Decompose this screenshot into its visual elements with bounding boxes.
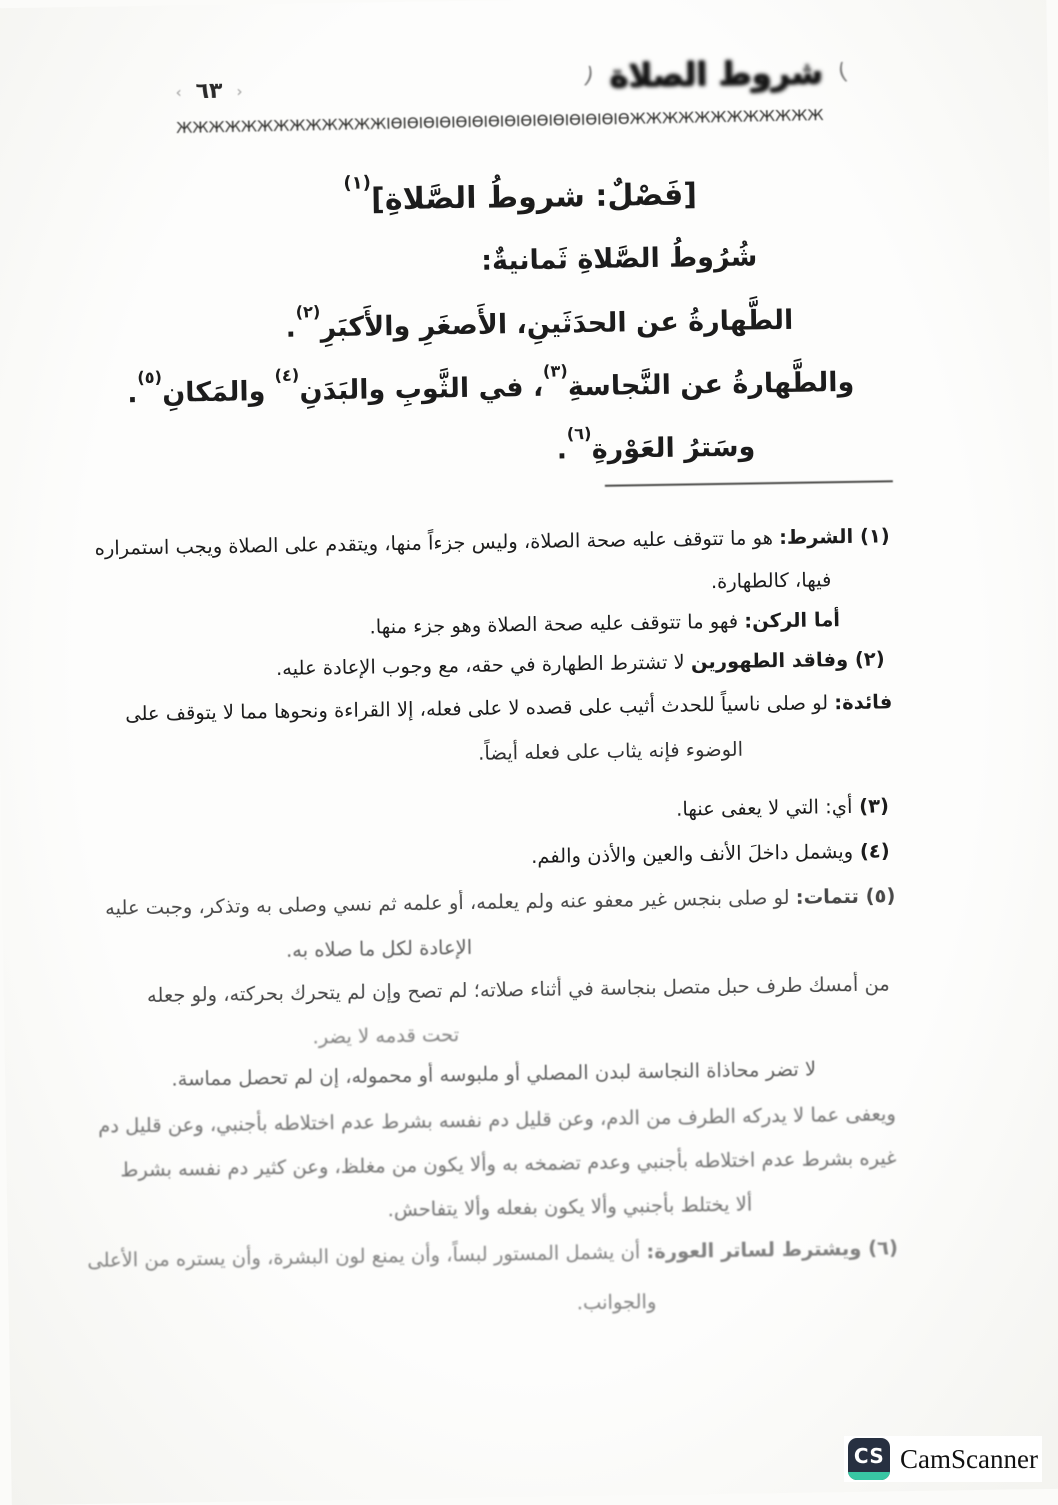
text-segment: والجوانب. — [576, 1290, 657, 1315]
text-segment: غيره بشرط عدم اختلاطه بأجنبي وعدم تضمخه به وألا يكون من مغلظ، وعن كثير دم نفسه بشرط — [120, 1146, 897, 1182]
text-segment: (٦) ويشترط لساتر العورة: — [646, 1236, 899, 1264]
text-segment: لا تضر محاذاة النجاسة لبدن المصلي أو ملبوسه أو محموله، إن لم تحصل مماسة. — [171, 1057, 817, 1091]
text-segment: (١) — [852, 524, 890, 548]
text-segment: ، في الثَّوبِ والبَدَنِ — [299, 371, 544, 407]
footnote-line — [276, 647, 885, 680]
matn-line — [127, 361, 855, 410]
text-segment: لا تشترط الطهارة في حقه، مع وجوب الإعادة عليه. — [275, 650, 692, 680]
footnote-line — [125, 690, 892, 725]
text-segment: تحت قدمه لا يضر. — [312, 1023, 460, 1049]
section-title — [156, 174, 884, 220]
text-segment: الوضوء فإنه يثاب على فعله أيضاً. — [478, 737, 744, 765]
matn-line — [556, 424, 756, 466]
text-segment: أما الركن: — [744, 608, 841, 633]
text-segment: هو ما تتوقف عليه صحة الصلاة، وليس جزءاً منها، ويتقدم على الصلاة ويجب استمراره — [94, 526, 780, 560]
text-segment: (٥) تتمات: — [795, 884, 896, 909]
footnote-line — [94, 524, 889, 559]
text-segment: ألا يختلط بأجنبي وألا يكون بفعله وألا يتفاحش. — [387, 1192, 753, 1222]
camscanner-icon-strip — [848, 1472, 890, 1480]
text-segment: من أمسك طرف حبل متصل بنجاسة في أثناء صلاته؛ لم تصح وإن لم يتحرك بحركته، ولو جعله — [146, 972, 890, 1008]
ornamental-chain-border: ЖЖЖЖЖЖЖЖЖЖЖЖЖІѲІѲІѲІѲІѲІѲІѲІѲІѲІѲІѲІѲІѲІѲІѲЖЖЖЖЖЖЖЖЖЖЖЖ — [176, 106, 824, 138]
footnote-ref: (٢) — [295, 302, 321, 322]
text-segment: الطَّهارةُ عن الحدَثَينِ، الأَصغَرِ والأَكبَرِ — [320, 304, 794, 344]
text-segment: (٤) — [852, 839, 890, 863]
matn-line — [481, 241, 758, 276]
camscanner-icon — [848, 1438, 890, 1480]
page-number-ornament-right: › — [236, 81, 243, 101]
text-segment: أي: التي لا يعفى عنها. — [675, 794, 853, 821]
text-segment: وفاقد الطهورين — [690, 647, 849, 674]
footnote-ref: (٥) — [137, 367, 163, 388]
footnote-line — [105, 884, 896, 919]
page-number: ٦٣ — [195, 78, 223, 105]
text-segment: ويشمل داخلَ الأنف والعين والأذن والفم. — [530, 839, 854, 868]
text-segment: أن يشمل المستور لبساً، وأن يمنع لون البشرة، وأن يستره من الأعلى — [87, 1240, 647, 1272]
running-head-ornament-right: ) — [582, 62, 597, 90]
text-segment: الإعادة لكل ما صلاه به. — [285, 935, 473, 962]
text-segment: شُرُوطُ الصَّلاةِ ثَمانيةٌ: — [480, 241, 758, 277]
footnote-line — [98, 1102, 896, 1138]
running-head-title: شروط الصلاة — [609, 53, 824, 95]
text-segment: (٢) — [847, 647, 885, 671]
page-number-ornament-left: ‹ — [175, 82, 182, 101]
camscanner-icon-label: CS — [853, 1444, 885, 1468]
footnote-line — [478, 738, 743, 765]
footnote-line — [312, 1023, 459, 1048]
text-segment: لو صلى ناسياً للحدث أثيب على قصده لا على فعله، إلا القراءة ونحوها مما لا يتوقف على — [125, 691, 835, 726]
text-segment: فائدة: — [834, 690, 893, 715]
footnote-ref: (٦) — [566, 424, 592, 444]
text-segment: الشرط: — [778, 524, 854, 550]
footnote-line — [577, 1290, 657, 1314]
running-head-ornament-left: ( — [836, 58, 851, 86]
text-segment: . — [285, 312, 297, 344]
running-head-group — [582, 53, 851, 95]
footnote-separator-line — [605, 480, 893, 487]
matn-line — [285, 304, 793, 344]
footnote-line — [120, 1146, 897, 1181]
text-segment: فهو ما تتوقف عليه صحة الصلاة وهو جزء منها. — [369, 609, 745, 639]
text-segment: . — [127, 378, 138, 410]
page-header-number-group — [175, 78, 242, 104]
footnote-line — [147, 972, 890, 1007]
camscanner-label: CamScanner — [900, 1443, 1038, 1474]
text-segment: ويعفى عما لا يدركه الطرف من الدم، وعن قليل دم نفسه بشرط عدم اختلاطه بأجنبي، وعن قليل دم — [98, 1102, 896, 1138]
footnote-line — [87, 1236, 898, 1272]
text-segment: والطَّهارةُ عن النَّجاسةِ — [567, 366, 855, 403]
footnote-ref: (٣) — [542, 361, 568, 381]
text-segment: لو صلى بنجس غير معفو عنه ولم يعلمه، أو علمه ثم نسي وصلى به وتذكر، وجبت عليه — [104, 885, 796, 920]
camscanner-watermark — [844, 1436, 1042, 1482]
footnote-ref: (٤) — [274, 365, 300, 386]
footnote-line — [711, 568, 832, 593]
footnote-ref: (١) — [343, 172, 372, 194]
text-segment: . — [556, 434, 568, 466]
footnote-line — [387, 1193, 752, 1222]
text-segment: وسَترُ العَوْرةِ — [591, 431, 756, 465]
footnote-line — [369, 608, 840, 638]
text-segment: والمَكانِ — [161, 375, 276, 409]
footnote-line — [676, 794, 889, 820]
text-segment: (٣) — [852, 794, 890, 818]
text-segment: فيها، كالطهارة. — [710, 568, 832, 594]
footnote-line — [531, 839, 890, 868]
footnote-line — [286, 936, 473, 962]
footnote-line — [171, 1058, 816, 1091]
text-segment: [فَصْلٌ: شروطُ الصَّلاةِ] — [370, 177, 698, 218]
